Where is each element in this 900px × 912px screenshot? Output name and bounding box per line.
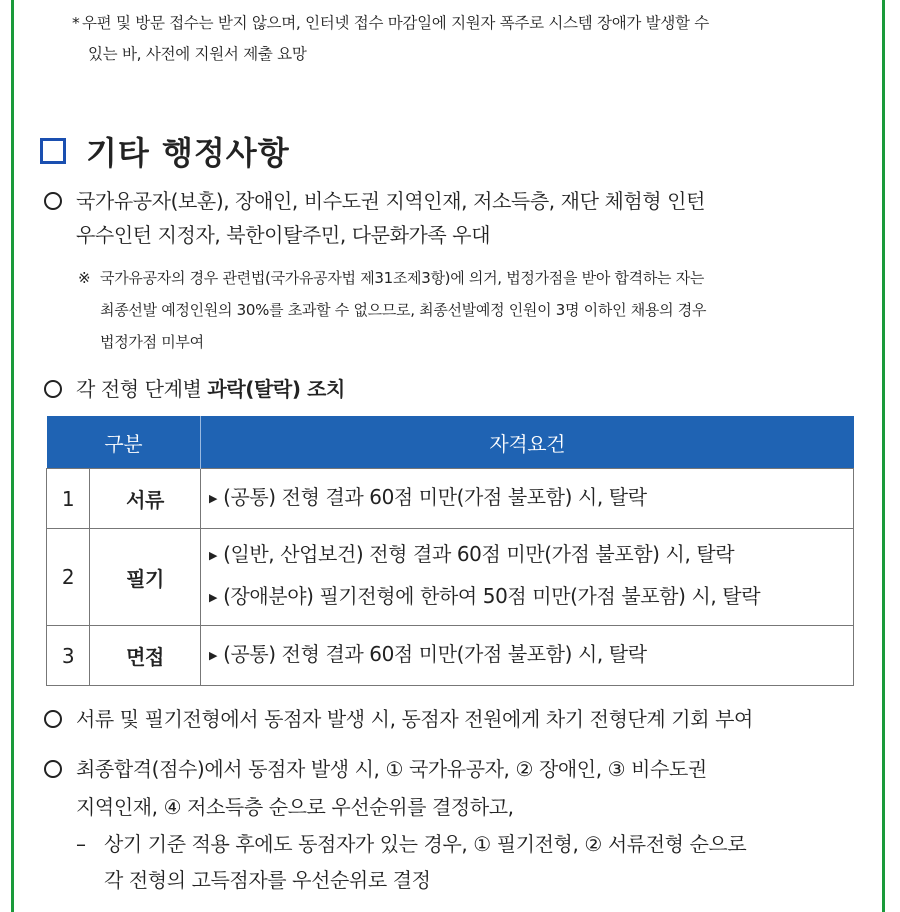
notice-line-2: 있는 바, 사전에 지원서 제출 요망 (88, 45, 307, 63)
table-row (47, 529, 854, 626)
condition-text: (장애분야) 필기전형에 한하여 50점 미만(가점 불포함) 시, 탈락 (223, 584, 761, 608)
requirements-table (46, 416, 854, 686)
bullet-final-tie-line-1: 최종합격(점수)에서 동점자 발생 시, ① 국가유공자, ② 장애인, ③ 비수도권 (76, 757, 707, 781)
triangle-bullet-icon: ▶ (209, 491, 218, 505)
bullet-cutoff-prefix: 각 전형 단계별 (76, 377, 208, 401)
row-number: 3 (47, 626, 90, 686)
section-title: 기타 행정사항 (86, 134, 290, 172)
row-conditions (201, 626, 854, 686)
circle-bullet-icon (44, 760, 62, 778)
row-category: 서류 (90, 469, 201, 529)
header-category: 구분 (47, 416, 201, 469)
table-row (47, 469, 854, 529)
circle-bullet-icon (44, 192, 62, 210)
triangle-bullet-icon: ▶ (209, 549, 218, 562)
bullet-final-tie-line-2: 지역인재, ④ 저소득층 순으로 우선순위를 결정하고, (76, 795, 514, 819)
notice-note (72, 8, 872, 70)
bullet-tie-stage (44, 702, 869, 736)
reference-line-3: 법정가점 미부여 (100, 333, 204, 351)
condition-text: (일반, 산업보건) 전형 결과 60점 미만(가점 불포함) 시, 탈락 (223, 542, 735, 566)
triangle-bullet-icon: ▶ (209, 648, 218, 662)
bullet-final-tie (44, 752, 869, 824)
circle-bullet-icon (44, 710, 62, 728)
bullet-preference-line-1: 국가유공자(보훈), 장애인, 비수도권 지역인재, 저소득층, 재단 체험형 인턴 (76, 189, 706, 213)
header-requirement: 자격요건 (201, 416, 854, 469)
circle-bullet-icon (44, 380, 62, 398)
reference-line-1: 국가유공자의 경우 관련법(국가유공자법 제31조제3항)에 의거, 법정가점을 받아 합격하는 자는 (100, 269, 705, 287)
square-bullet-icon (40, 138, 66, 164)
condition-text: (공통) 전형 결과 60점 미만(가점 불포함) 시, 탈락 (223, 641, 647, 666)
bullet-cutoff-bold: 과락(탈락) 조치 (207, 377, 345, 401)
reference-marker: ※ (78, 269, 91, 287)
bullet-preference (44, 184, 869, 252)
triangle-bullet-icon: ▶ (209, 591, 218, 604)
table-header-row (47, 416, 854, 469)
notice-marker: * (72, 14, 80, 32)
bullet-cutoff (44, 372, 869, 406)
dash-marker: – (76, 832, 86, 856)
row-number: 1 (47, 469, 90, 529)
row-conditions (201, 529, 854, 626)
bullet-preference-line-2: 우수인턴 지정자, 북한이탈주민, 다문화가족 우대 (76, 223, 491, 247)
reference-note (78, 262, 868, 358)
row-conditions (201, 469, 854, 529)
bullet-tie-stage-text: 서류 및 필기전형에서 동점자 발생 시, 동점자 전원에게 차기 전형단계 기회 부여 (76, 707, 753, 731)
row-number: 2 (47, 529, 90, 626)
notice-line-1: 우편 및 방문 접수는 받지 않으며, 인터넷 접수 마감일에 지원자 폭주로 시스템 장애가 발생할 수 (82, 14, 709, 32)
reference-line-2: 최종선발 예정인원의 30%를 초과할 수 없으므로, 최종선발예정 인원이 3명 이하인 채용의 경우 (100, 301, 707, 319)
dash-line-2: 각 전형의 고득점자를 우선순위로 결정 (104, 868, 431, 892)
dash-note (76, 826, 876, 898)
condition-text: (공통) 전형 결과 60점 미만(가점 불포함) 시, 탈락 (223, 484, 647, 509)
row-category: 필기 (90, 529, 201, 626)
dash-line-1: 상기 기준 적용 후에도 동점자가 있는 경우, ① 필기전형, ② 서류전형 순으로 (104, 832, 747, 856)
table-row (47, 626, 854, 686)
row-category: 면접 (90, 626, 201, 686)
section-heading (40, 128, 290, 174)
